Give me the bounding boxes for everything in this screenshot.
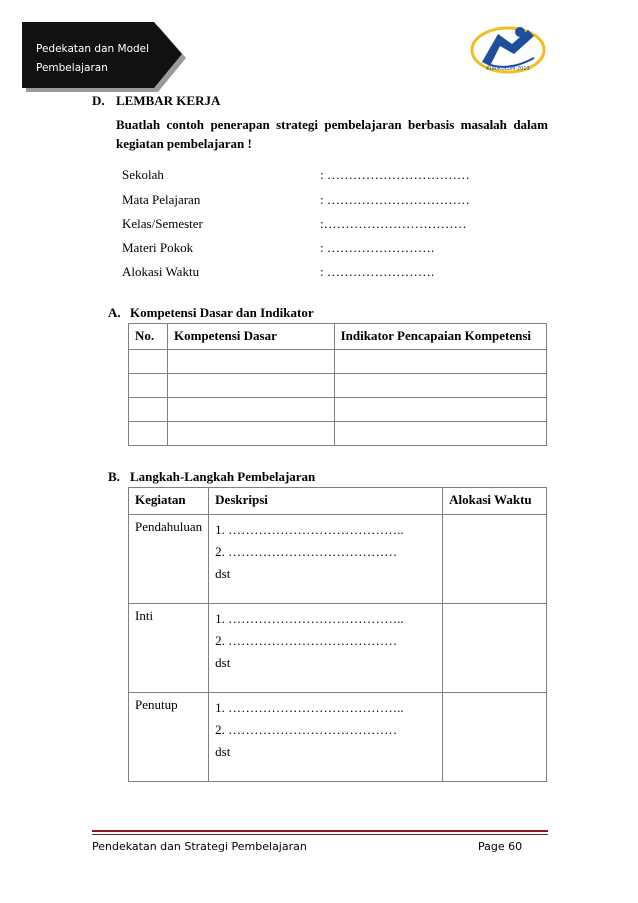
chapter-badge-text: Pedekatan dan Model Pembelajaran <box>36 43 150 74</box>
table-row <box>129 604 547 693</box>
header-description: Deskripsi <box>209 488 443 515</box>
identity-label: Materi Pokok <box>122 240 194 255</box>
table-header-row <box>129 324 547 350</box>
table-row <box>129 693 547 782</box>
identity-label: Alokasi Waktu <box>122 264 200 279</box>
footer-rule <box>92 830 548 832</box>
identity-label: Mata Pelajaran <box>122 192 201 207</box>
step-line: 1. ………………………………….. <box>215 611 404 626</box>
section-a-letter: A. <box>108 305 121 320</box>
section-d-heading <box>92 93 220 109</box>
table-cell[interactable] <box>167 422 334 446</box>
instruction-text: Buatlah contoh penerapan strategi pembelajaran berbasis masalah dalam kegiatan pembelajaran ! <box>116 117 548 151</box>
step-line: 2. ………………………………… <box>215 544 398 559</box>
table-cell[interactable] <box>334 374 546 398</box>
table-row <box>129 398 547 422</box>
table-cell[interactable] <box>129 398 168 422</box>
logo-text: KURIKULUM 2013 <box>486 66 530 72</box>
time-cell[interactable] <box>443 515 547 604</box>
activity-cell: Penutup <box>129 693 209 782</box>
section-a-title <box>108 305 314 321</box>
step-line: dst <box>215 566 231 581</box>
step-line: dst <box>215 744 231 759</box>
identity-value: :…………………………… <box>320 216 467 231</box>
step-line: 2. ………………………………… <box>215 722 398 737</box>
time-cell[interactable] <box>443 693 547 782</box>
description-cell[interactable] <box>209 693 443 782</box>
section-b-title <box>108 469 315 485</box>
competency-table <box>128 323 547 446</box>
footer-rule-thin <box>92 834 548 835</box>
table-header-row <box>129 488 547 515</box>
step-line: 2. ………………………………… <box>215 633 398 648</box>
section-b-letter: B. <box>108 469 120 484</box>
identity-label: Kelas/Semester <box>122 216 203 231</box>
page-number: Page 60 <box>478 840 523 853</box>
identity-value: : ……………………. <box>320 264 435 279</box>
section-b-text: Langkah-Langkah Pembelajaran <box>130 469 316 484</box>
activity-cell: Inti <box>129 604 209 693</box>
time-cell[interactable] <box>443 604 547 693</box>
section-d-number: D. <box>92 93 105 108</box>
table-row <box>129 374 547 398</box>
section-d-title: LEMBAR KERJA <box>116 93 221 108</box>
identity-value: : ……………………. <box>320 240 435 255</box>
step-line: 1. ………………………………….. <box>215 700 404 715</box>
step-line: 1. ………………………………….. <box>215 522 404 537</box>
table-cell[interactable] <box>129 350 168 374</box>
identity-value: : …………………………… <box>320 167 470 182</box>
table-row <box>129 350 547 374</box>
chapter-badge <box>22 22 190 94</box>
header-indicator: Indikator Pencapaian Kompetensi <box>334 324 546 350</box>
table-cell[interactable] <box>129 422 168 446</box>
table-row <box>129 515 547 604</box>
header-activity: Kegiatan <box>129 488 209 515</box>
header-competency: Kompetensi Dasar <box>167 324 334 350</box>
identity-label: Sekolah <box>122 167 164 182</box>
table-cell[interactable] <box>167 398 334 422</box>
table-cell[interactable] <box>129 374 168 398</box>
table-cell[interactable] <box>334 350 546 374</box>
table-cell[interactable] <box>167 374 334 398</box>
table-cell[interactable] <box>334 422 546 446</box>
section-a-text: Kompetensi Dasar dan Indikator <box>130 305 314 320</box>
identity-value: : …………………………… <box>320 192 470 207</box>
description-cell[interactable] <box>209 604 443 693</box>
table-cell[interactable] <box>167 350 334 374</box>
table-row <box>129 422 547 446</box>
table-cell[interactable] <box>334 398 546 422</box>
kurikulum-logo <box>468 22 548 74</box>
description-cell[interactable] <box>209 515 443 604</box>
header-no: No. <box>129 324 168 350</box>
header-time: Alokasi Waktu <box>443 488 547 515</box>
learning-steps-table <box>128 487 547 782</box>
footer-title: Pendekatan dan Strategi Pembelajaran <box>92 840 307 853</box>
activity-cell: Pendahuluan <box>129 515 209 604</box>
step-line: dst <box>215 655 231 670</box>
